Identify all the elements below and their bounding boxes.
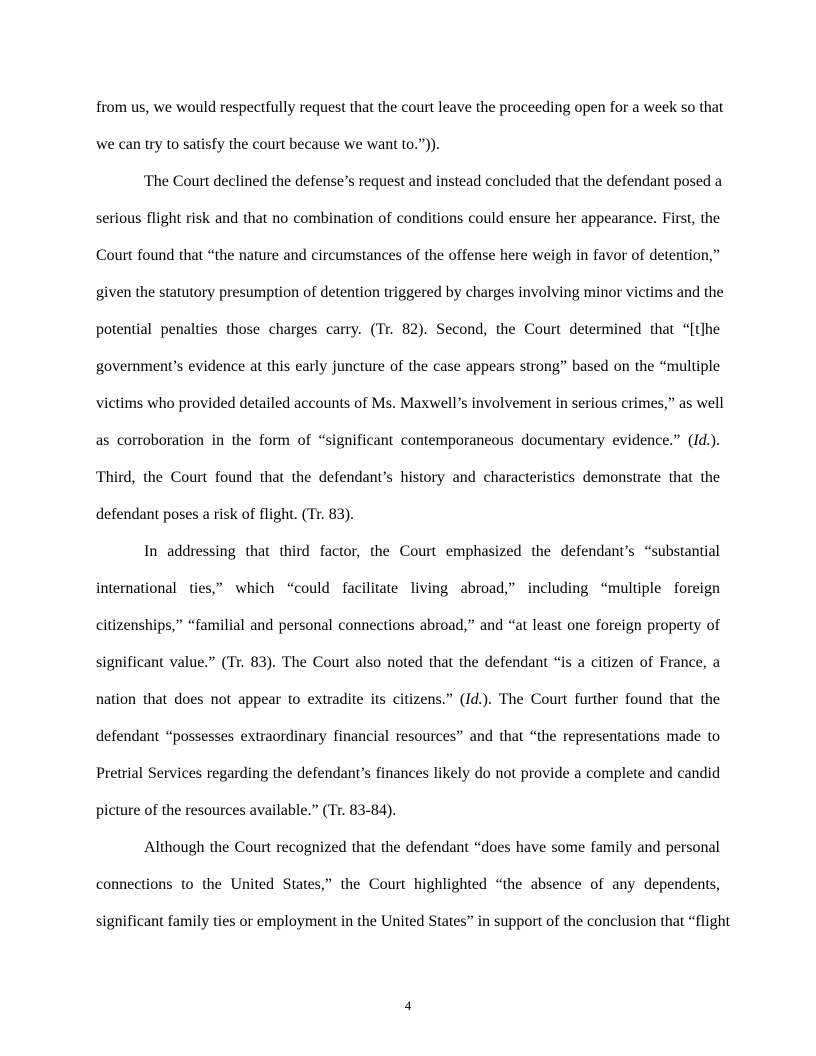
text-segment: nation that does not appear to extradite its citizens.” (	[96, 691, 466, 708]
text-line: defendant poses a risk of flight. (Tr. 83).	[96, 506, 355, 523]
text-line: connections to the United States,” the Court highlighted “the absence of any dependents,	[96, 876, 720, 893]
text-line: potential penalties those charges carry. (Tr. 82). Second, the Court determined that “[t]he	[96, 321, 720, 338]
text-line: citizenships,” “familial and personal connections abroad,” and “at least one foreign property of	[96, 617, 720, 634]
text-line: In addressing that third factor, the Court emphasized the defendant’s “substantial	[144, 543, 720, 560]
text-line: Pretrial Services regarding the defendant’s finances likely do not provide a complete and candid	[96, 765, 720, 782]
text-line: picture of the resources available.” (Tr. 83-84).	[96, 802, 397, 819]
paragraph-court-declined	[96, 163, 724, 533]
text-line: given the statutory presumption of detention triggered by charges involving minor victims and the	[96, 284, 724, 301]
text-line: Although the Court recognized that the defendant “does have some family and personal	[144, 839, 720, 856]
citation-id: Id.	[693, 432, 711, 449]
text-line: Third, the Court found that the defendant’s history and characteristics demonstrate that the	[96, 469, 720, 486]
text-segment: as corroboration in the form of “significant contemporaneous documentary evidence.” (	[96, 432, 694, 449]
paragraph-third-factor	[96, 533, 720, 829]
text-line: from us, we would respectfully request that the court leave the proceeding open for a week so that	[96, 99, 724, 116]
text-line: we can try to satisfy the court because we want to.”)).	[96, 136, 440, 153]
text-line: victims who provided detailed accounts of Ms. Maxwell’s involvement in serious crimes,” as well	[96, 395, 724, 412]
text-segment: ). The Court further found that the	[482, 691, 720, 708]
text-line: The Court declined the defense’s request and instead concluded that the defendant posed a	[144, 173, 723, 190]
text-line: international ties,” which “could facilitate living abroad,” including “multiple foreign	[96, 580, 720, 597]
text-line: government’s evidence at this early juncture of the case appears strong” based on the “multiple	[96, 358, 720, 375]
page-number: 4	[404, 998, 412, 1013]
document-body	[96, 89, 731, 940]
text-line: significant value.” (Tr. 83). The Court also noted that the defendant “is a citizen of France, a	[96, 654, 720, 671]
text-line: Court found that “the nature and circumstances of the offense here weigh in favor of detention,”	[96, 247, 720, 264]
citation-id: Id.	[465, 691, 483, 708]
paragraph-continuation	[96, 89, 724, 163]
text-line: significant family ties or employment in the United States” in support of the conclusion that “flight	[96, 913, 731, 930]
text-line-with-citation	[96, 422, 720, 459]
text-line-with-citation	[96, 681, 720, 718]
text-line: defendant “possesses extraordinary financial resources” and that “the representations made to	[96, 728, 720, 745]
paragraph-family-connections	[96, 829, 731, 940]
text-segment: ).	[710, 432, 720, 449]
text-line: serious flight risk and that no combination of conditions could ensure her appearance. First, the	[96, 210, 720, 227]
